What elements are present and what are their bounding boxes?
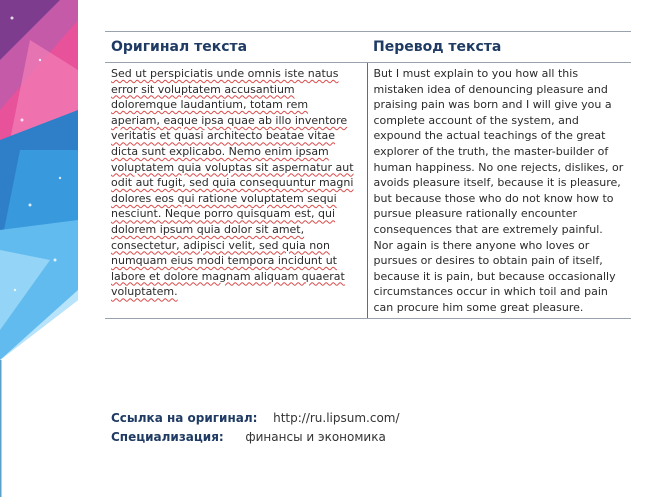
source-line xyxy=(111,411,400,425)
translation-table-container xyxy=(105,31,631,319)
header-original: Оригинал текста xyxy=(105,32,367,63)
specialization-value: финансы и экономика xyxy=(245,430,386,444)
translation-table xyxy=(105,31,631,319)
translation-text-cell: But I must explain to you how all this mistaken idea of denouncing pleasure and praising pain was born and I will give you a complete account of the system, and expound the actual teachings of the great explorer of the truth, the master-builder of human happiness. No one rejects, dislikes, or avoids pleasure itself, because it is pleasure, but because those who do not know how to pursue pleasure rationally encounter consequences that are extremely painful. Nor again is there anyone who loves or pursues or desires to obtain pain of itself, because it is pain, but because occasionally circumstances occur in which toil and pain can procure him some great pleasure. xyxy=(367,63,631,319)
table-header-row xyxy=(105,32,631,63)
table-row xyxy=(105,63,631,319)
source-link[interactable]: http://ru.lipsum.com/ xyxy=(273,411,400,425)
source-label: Ссылка на оригинал: xyxy=(111,411,258,425)
specialization-line xyxy=(111,430,386,444)
decorative-geometric-banner xyxy=(0,0,78,497)
specialization-label: Специализация: xyxy=(111,430,224,444)
header-translation: Перевод текста xyxy=(367,32,631,63)
original-text-cell: Sed ut perspiciatis unde omnis iste natus error sit voluptatem accusantium doloremque laudantium, totam rem aperiam, eaque ipsa quae ab illo inventore veritatis et quasi architecto beatae vitae dicta sunt explicabo. Nemo enim ipsam voluptatem quia voluptas sit aspernatur aut odit aut fugit, sed quia consequuntur magni dolores eos qui ratione voluptatem sequi nesciunt. Neque porro quisquam est, qui dolorem ipsum quia dolor sit amet, consectetur, adipisci velit, sed quia non numquam eius modi tempora incidunt ut labore et dolore magnam aliquam quaerat voluptatem. xyxy=(105,63,367,319)
